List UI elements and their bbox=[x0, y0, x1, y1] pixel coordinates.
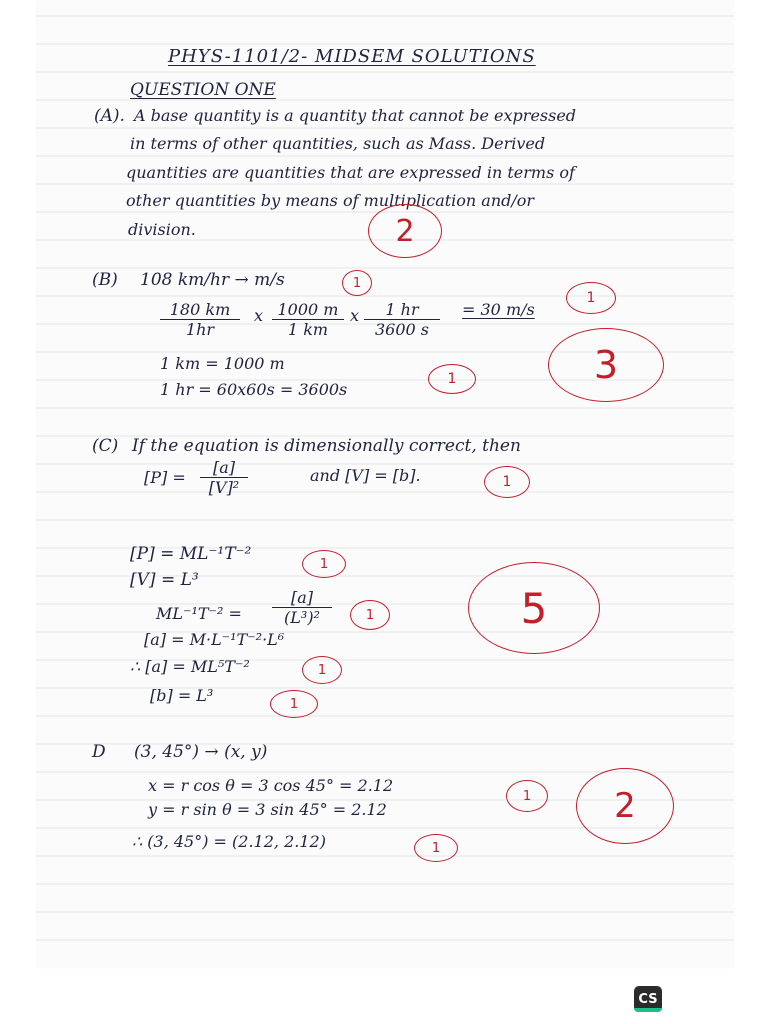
fraction-a-over-l-cubed bbox=[272, 588, 332, 627]
part-c-label: (C) bbox=[92, 436, 119, 456]
section-heading: QUESTION ONE bbox=[130, 80, 276, 100]
fraction-distance bbox=[160, 300, 240, 339]
part-c-intro: If the equation is dimensionally correct, then bbox=[132, 436, 521, 456]
fraction-p-numerator: [a] bbox=[200, 458, 248, 478]
part-c-line-5: ∴ [a] = ML⁵T⁻² bbox=[130, 657, 250, 676]
fraction-l-cubed-denominator: (L³)² bbox=[284, 608, 320, 627]
fraction-km-to-m-denominator: 1 km bbox=[287, 320, 329, 339]
part-b-km-line: 1 km = 1000 m bbox=[160, 354, 285, 373]
part-a-label: (A). bbox=[94, 106, 125, 126]
part-a-line-3: quantities are quantities that are expressed in terms of bbox=[126, 163, 575, 182]
fraction-hr-to-s-denominator: 3600 s bbox=[374, 320, 429, 339]
part-b-hr-line: 1 hr = 60x60s = 3600s bbox=[160, 380, 348, 399]
part-b-score: 3 bbox=[548, 328, 664, 402]
mark-premise: 1 bbox=[484, 466, 530, 498]
camscanner-logo: CS bbox=[634, 986, 662, 1012]
mark-hr-line: 1 bbox=[428, 364, 476, 394]
part-d-line-3: y = r sin θ = 3 sin 45° = 2.12 bbox=[148, 800, 387, 819]
part-a-line-1: A base quantity is a quantity that cannot be expressed bbox=[134, 106, 577, 125]
part-c-line-3-lhs: ML⁻¹T⁻² = bbox=[156, 604, 242, 623]
part-a-line-5: division. bbox=[128, 220, 196, 239]
page-title: PHYS-1101/2- MIDSEM SOLUTIONS bbox=[168, 46, 536, 67]
fraction-p-equation bbox=[200, 458, 248, 497]
part-a-line-4: other quantities by means of multiplication and/or bbox=[126, 191, 535, 210]
fraction-km-to-m-numerator: 1000 m bbox=[272, 300, 344, 320]
part-c-p-lhs: [P] = bbox=[144, 468, 186, 487]
part-c-line-4: [a] = M·L⁻¹T⁻²·L⁶ bbox=[144, 630, 285, 649]
fraction-distance-numerator: 180 km bbox=[160, 300, 240, 320]
part-b-conversion: 108 km/hr → m/s bbox=[140, 270, 285, 290]
mark-c-line-6: 1 bbox=[270, 690, 318, 718]
part-c-line-1: [P] = ML⁻¹T⁻² bbox=[130, 544, 252, 564]
part-b-result: = 30 m/s bbox=[462, 300, 535, 319]
fraction-km-to-m bbox=[272, 300, 344, 339]
times-sign-2: x bbox=[350, 306, 360, 325]
part-c-line-2: [V] = L³ bbox=[130, 570, 199, 590]
part-d-line-1: (3, 45°) → (x, y) bbox=[134, 742, 268, 762]
part-c-score: 5 bbox=[468, 562, 600, 654]
part-d-label: D bbox=[92, 742, 106, 762]
fraction-a-numerator: [a] bbox=[272, 588, 332, 608]
part-a-line-2: in terms of other quantities, such as Mass. Derived bbox=[130, 134, 546, 153]
part-c-v-equals-b: and [V] = [b]. bbox=[310, 466, 421, 485]
mark-d-final: 1 bbox=[414, 834, 458, 862]
fraction-distance-denominator: 1hr bbox=[185, 320, 215, 339]
part-c-line-6: [b] = L³ bbox=[150, 686, 214, 705]
fraction-p-denominator: [V]² bbox=[208, 478, 240, 497]
fraction-hr-to-s-numerator: 1 hr bbox=[364, 300, 440, 320]
mark-conversion: 1 bbox=[342, 270, 372, 296]
part-a-score: 2 bbox=[368, 204, 442, 258]
part-d-line-2: x = r cos θ = 3 cos 45° = 2.12 bbox=[148, 776, 394, 795]
mark-c-line-1: 1 bbox=[302, 550, 346, 578]
part-b-label: (B) bbox=[92, 270, 118, 290]
mark-c-line-5: 1 bbox=[302, 656, 342, 684]
mark-result: 1 bbox=[566, 282, 616, 314]
fraction-hr-to-s bbox=[364, 300, 440, 339]
part-d-line-4: ∴ (3, 45°) = (2.12, 2.12) bbox=[132, 832, 326, 851]
times-sign-1: x bbox=[254, 306, 264, 325]
part-d-score: 2 bbox=[576, 768, 674, 844]
mark-d-values: 1 bbox=[506, 780, 548, 812]
mark-c-line-3: 1 bbox=[350, 600, 390, 630]
camscanner-logo-accent bbox=[634, 1008, 662, 1012]
